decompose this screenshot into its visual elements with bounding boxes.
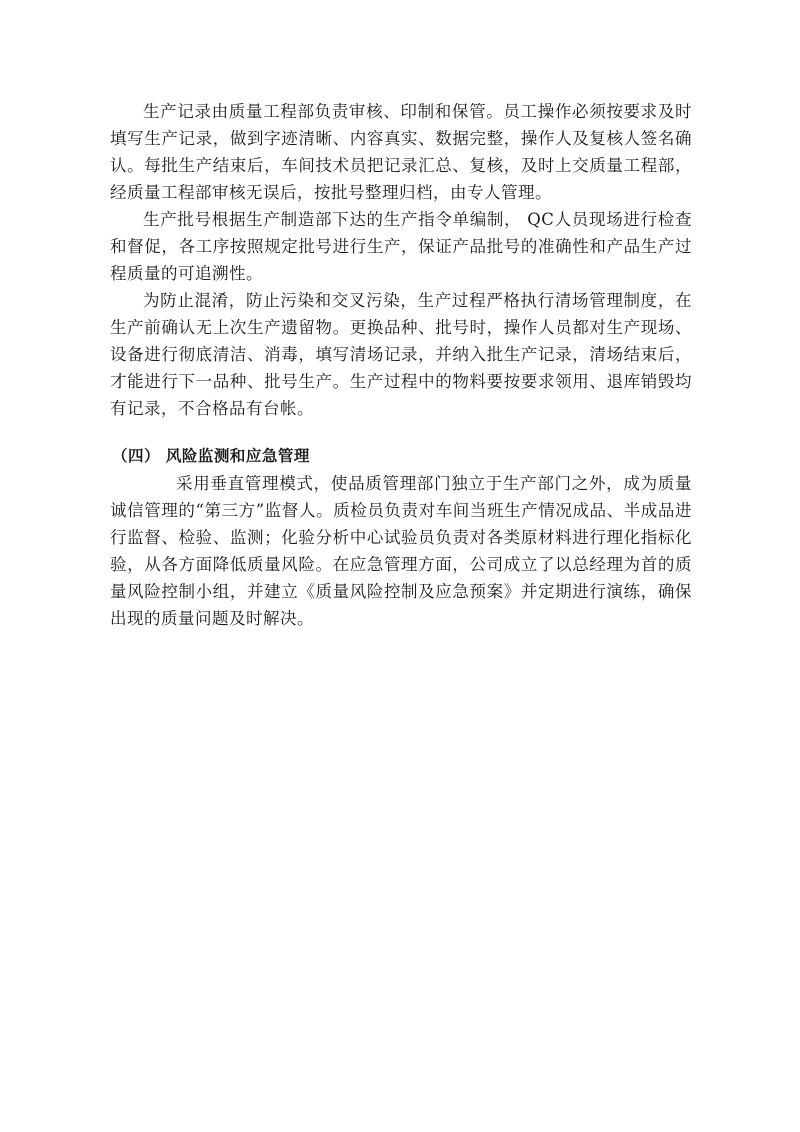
paragraph-batch-numbers: 生产批号根据生产制造部下达的生产指令单编制， QC人员现场进行检查和督促，各工序按照规定批号进行生产，保证产品批号的准确性和产品生产过程质量的可追溯性。 — [110, 210, 692, 283]
section-heading — [110, 443, 692, 470]
paragraph-production-records: 生产记录由质量工程部负责审核、印制和保管。员工操作必须按要求及时填写生产记录，做到字迹清晰、内容真实、数据完整，操作人及复核人签名确认。每批生产结束后，车间技术员把记录汇总、复核，及时上交质量工程部，经质量工程部审核无误后，按批号整理归档，由专人管理。 — [110, 102, 692, 202]
paragraph-risk-monitoring: 采用垂直管理模式，使品质管理部门独立于生产部门之外，成为质量诚信管理的“第三方”监督人。质检员负责对车间当班生产情况成品、半成品进行监督、检验、监测；化验分析中心试验员负责对各类原材料进行理化指标化验，从各方面降低质量风险。在应急管理方面，公司成立了以总经理为首的质量风险控制小组，并建立《质量风险控制及应急预案》并定期进行演练，确保出现的质量问题及时解决。 — [110, 474, 692, 628]
paragraph-clearance: 为防止混淆，防止污染和交叉污染，生产过程严格执行清场管理制度，在生产前确认无上次生产遗留物。更换品种、批号时，操作人员都对生产现场、设备进行彻底清洁、消毒，填写清场记录，并纳入批生产记录，清场结束后，才能进行下一品种、批号生产。生产过程中的物料要按要求领用、退库销毁均有记录，不合格品有台帐。 — [110, 291, 692, 418]
section-title: 风险监测和应急管理 — [165, 447, 310, 465]
section-number: （四） — [112, 447, 161, 465]
document-body — [110, 98, 692, 632]
